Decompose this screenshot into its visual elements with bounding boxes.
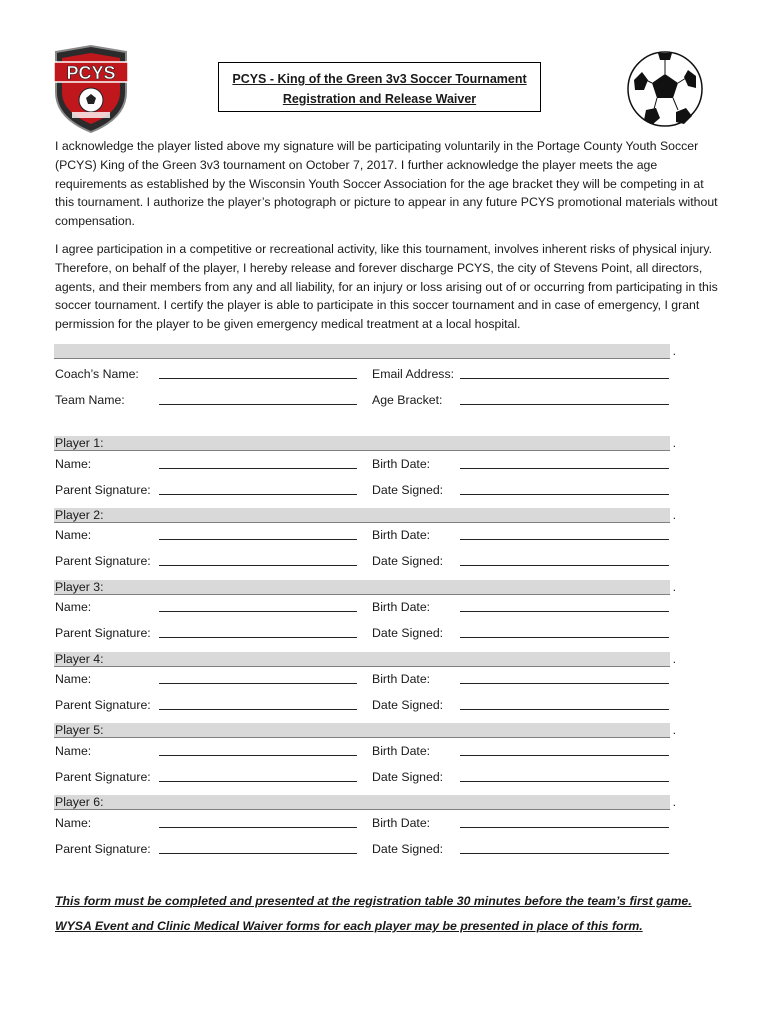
player-6-date-label: Date Signed: (372, 842, 444, 856)
player-2-label: Player 2: (55, 508, 104, 522)
player-4-signature-field[interactable] (159, 709, 357, 710)
coach-name-field[interactable] (159, 378, 357, 379)
pcys-logo (50, 44, 132, 134)
player-1-name-row (54, 456, 674, 472)
player-4-signature-row (54, 697, 674, 713)
wysa-waiver-note: WYSA Event and Clinic Medical Waiver forms for each player may be presented in place of this form. (55, 919, 643, 933)
player-2-signature-label: Parent Signature: (55, 554, 151, 568)
form-title-box (218, 62, 541, 112)
coach-name-label: Coach’s Name: (55, 367, 139, 381)
player-3-birth-field[interactable] (460, 611, 669, 612)
player-6-signature-row (54, 841, 674, 857)
player-3-header (54, 580, 676, 595)
player-3-name-row (54, 599, 674, 615)
player-4-birth-label: Birth Date: (372, 672, 431, 686)
player-1-signature-row (54, 482, 674, 498)
player-1-date-label: Date Signed: (372, 483, 444, 497)
completion-note: This form must be completed and presented at the registration table 30 minutes before the team’s first game. (55, 894, 692, 908)
player-4-date-label: Date Signed: (372, 698, 444, 712)
player-2-name-label: Name: (55, 528, 92, 542)
player-5-date-field[interactable] (460, 781, 669, 782)
age-bracket-field[interactable] (460, 404, 669, 405)
player-4-label: Player 4: (55, 652, 104, 666)
player-2-date-label: Date Signed: (372, 554, 444, 568)
player-6-signature-label: Parent Signature: (55, 842, 151, 856)
svg-text:PCYS: PCYS (66, 63, 116, 83)
form-title: PCYS - King of the Green 3v3 Soccer Tournament (232, 72, 527, 86)
player-2-signature-field[interactable] (159, 565, 357, 566)
player-2-signature-row (54, 553, 674, 569)
player-6-label: Player 6: (55, 795, 104, 809)
player-5-birth-label: Birth Date: (372, 744, 431, 758)
soccer-ball-icon (626, 50, 704, 128)
player-5-label: Player 5: (55, 723, 104, 737)
player-1-label: Player 1: (55, 436, 104, 450)
acknowledgement-paragraph: I acknowledge the player listed above my signature will be participating voluntarily in the Portage County Youth Soccer (PCYS) King of the Green 3v3 tournament on October 7, 2017. I further acknowledge the player meets the age requirements as established by the Wisconsin Youth Soccer Association for the age bracket they will be competing in at this tournament. I authorize the player’s photograph or picture to appear in any future PCYS promotional materials without compensation. (55, 139, 718, 229)
player-1-name-label: Name: (55, 457, 92, 471)
player-6-birth-field[interactable] (460, 827, 669, 828)
bar-period: . (672, 344, 676, 358)
player-2-birth-label: Birth Date: (372, 528, 431, 542)
release-paragraph: I agree participation in a competitive or recreational activity, like this tournament, involves inherent risks of physical injury. Therefore, on behalf of the player, I hereby release and forever discharge PCYS, the city of Stevens Point, all directors, agents, and their members from any and all liability, for an injury or loss arising out of or occurring from participating in this soccer tournament. I certify the player is able to participate in this soccer tournament and in case of emergency, I grant permission for the player to be given emergency medical treatment at a local hospital. (55, 242, 718, 332)
player-5-birth-field[interactable] (460, 755, 669, 756)
age-bracket-label: Age Bracket: (372, 393, 443, 407)
player-1-signature-field[interactable] (159, 494, 357, 495)
player-1-date-field[interactable] (460, 494, 669, 495)
player-4-name-field[interactable] (159, 683, 357, 684)
player-4-signature-label: Parent Signature: (55, 698, 151, 712)
player-5-signature-field[interactable] (159, 781, 357, 782)
player-3-signature-field[interactable] (159, 637, 357, 638)
form-subtitle: Registration and Release Waiver (282, 92, 477, 106)
player-6-name-label: Name: (55, 816, 92, 830)
player-5-date-label: Date Signed: (372, 770, 444, 784)
player-6-header (54, 795, 676, 810)
team-name-label: Team Name: (55, 393, 125, 407)
player-3-date-field[interactable] (460, 637, 669, 638)
player-2-birth-field[interactable] (460, 539, 669, 540)
player-3-label: Player 3: (55, 580, 104, 594)
player-3-name-label: Name: (55, 600, 92, 614)
player-5-header (54, 723, 676, 738)
player-1-header (54, 436, 676, 451)
bar-period: . (672, 795, 676, 809)
player-6-name-field[interactable] (159, 827, 357, 828)
player-1-name-field[interactable] (159, 468, 357, 469)
team-row (54, 392, 674, 408)
player-5-name-row (54, 743, 674, 759)
player-2-name-field[interactable] (159, 539, 357, 540)
coach-row (54, 366, 674, 382)
player-4-name-label: Name: (55, 672, 92, 686)
player-4-birth-field[interactable] (460, 683, 669, 684)
player-5-name-label: Name: (55, 744, 92, 758)
player-1-birth-field[interactable] (460, 468, 669, 469)
bar-period: . (672, 580, 676, 594)
bar-period: . (672, 508, 676, 522)
player-6-date-field[interactable] (460, 853, 669, 854)
bar-period: . (672, 652, 676, 666)
player-2-header (54, 508, 676, 523)
player-3-birth-label: Birth Date: (372, 600, 431, 614)
player-3-signature-label: Parent Signature: (55, 626, 151, 640)
player-3-signature-row (54, 625, 674, 641)
player-4-header (54, 652, 676, 667)
player-6-birth-label: Birth Date: (372, 816, 431, 830)
email-field[interactable] (460, 378, 669, 379)
player-2-name-row (54, 527, 674, 543)
player-4-name-row (54, 671, 674, 687)
player-5-signature-row (54, 769, 674, 785)
player-4-date-field[interactable] (460, 709, 669, 710)
player-1-birth-label: Birth Date: (372, 457, 431, 471)
player-5-signature-label: Parent Signature: (55, 770, 151, 784)
team-name-field[interactable] (159, 404, 357, 405)
email-label: Email Address: (372, 367, 455, 381)
player-3-name-field[interactable] (159, 611, 357, 612)
player-3-date-label: Date Signed: (372, 626, 444, 640)
bar-period: . (672, 723, 676, 737)
bar-period: . (672, 436, 676, 450)
player-6-name-row (54, 815, 674, 831)
player-1-signature-label: Parent Signature: (55, 483, 151, 497)
player-5-name-field[interactable] (159, 755, 357, 756)
player-2-date-field[interactable] (460, 565, 669, 566)
player-6-signature-field[interactable] (159, 853, 357, 854)
team-section-bar (54, 344, 676, 359)
